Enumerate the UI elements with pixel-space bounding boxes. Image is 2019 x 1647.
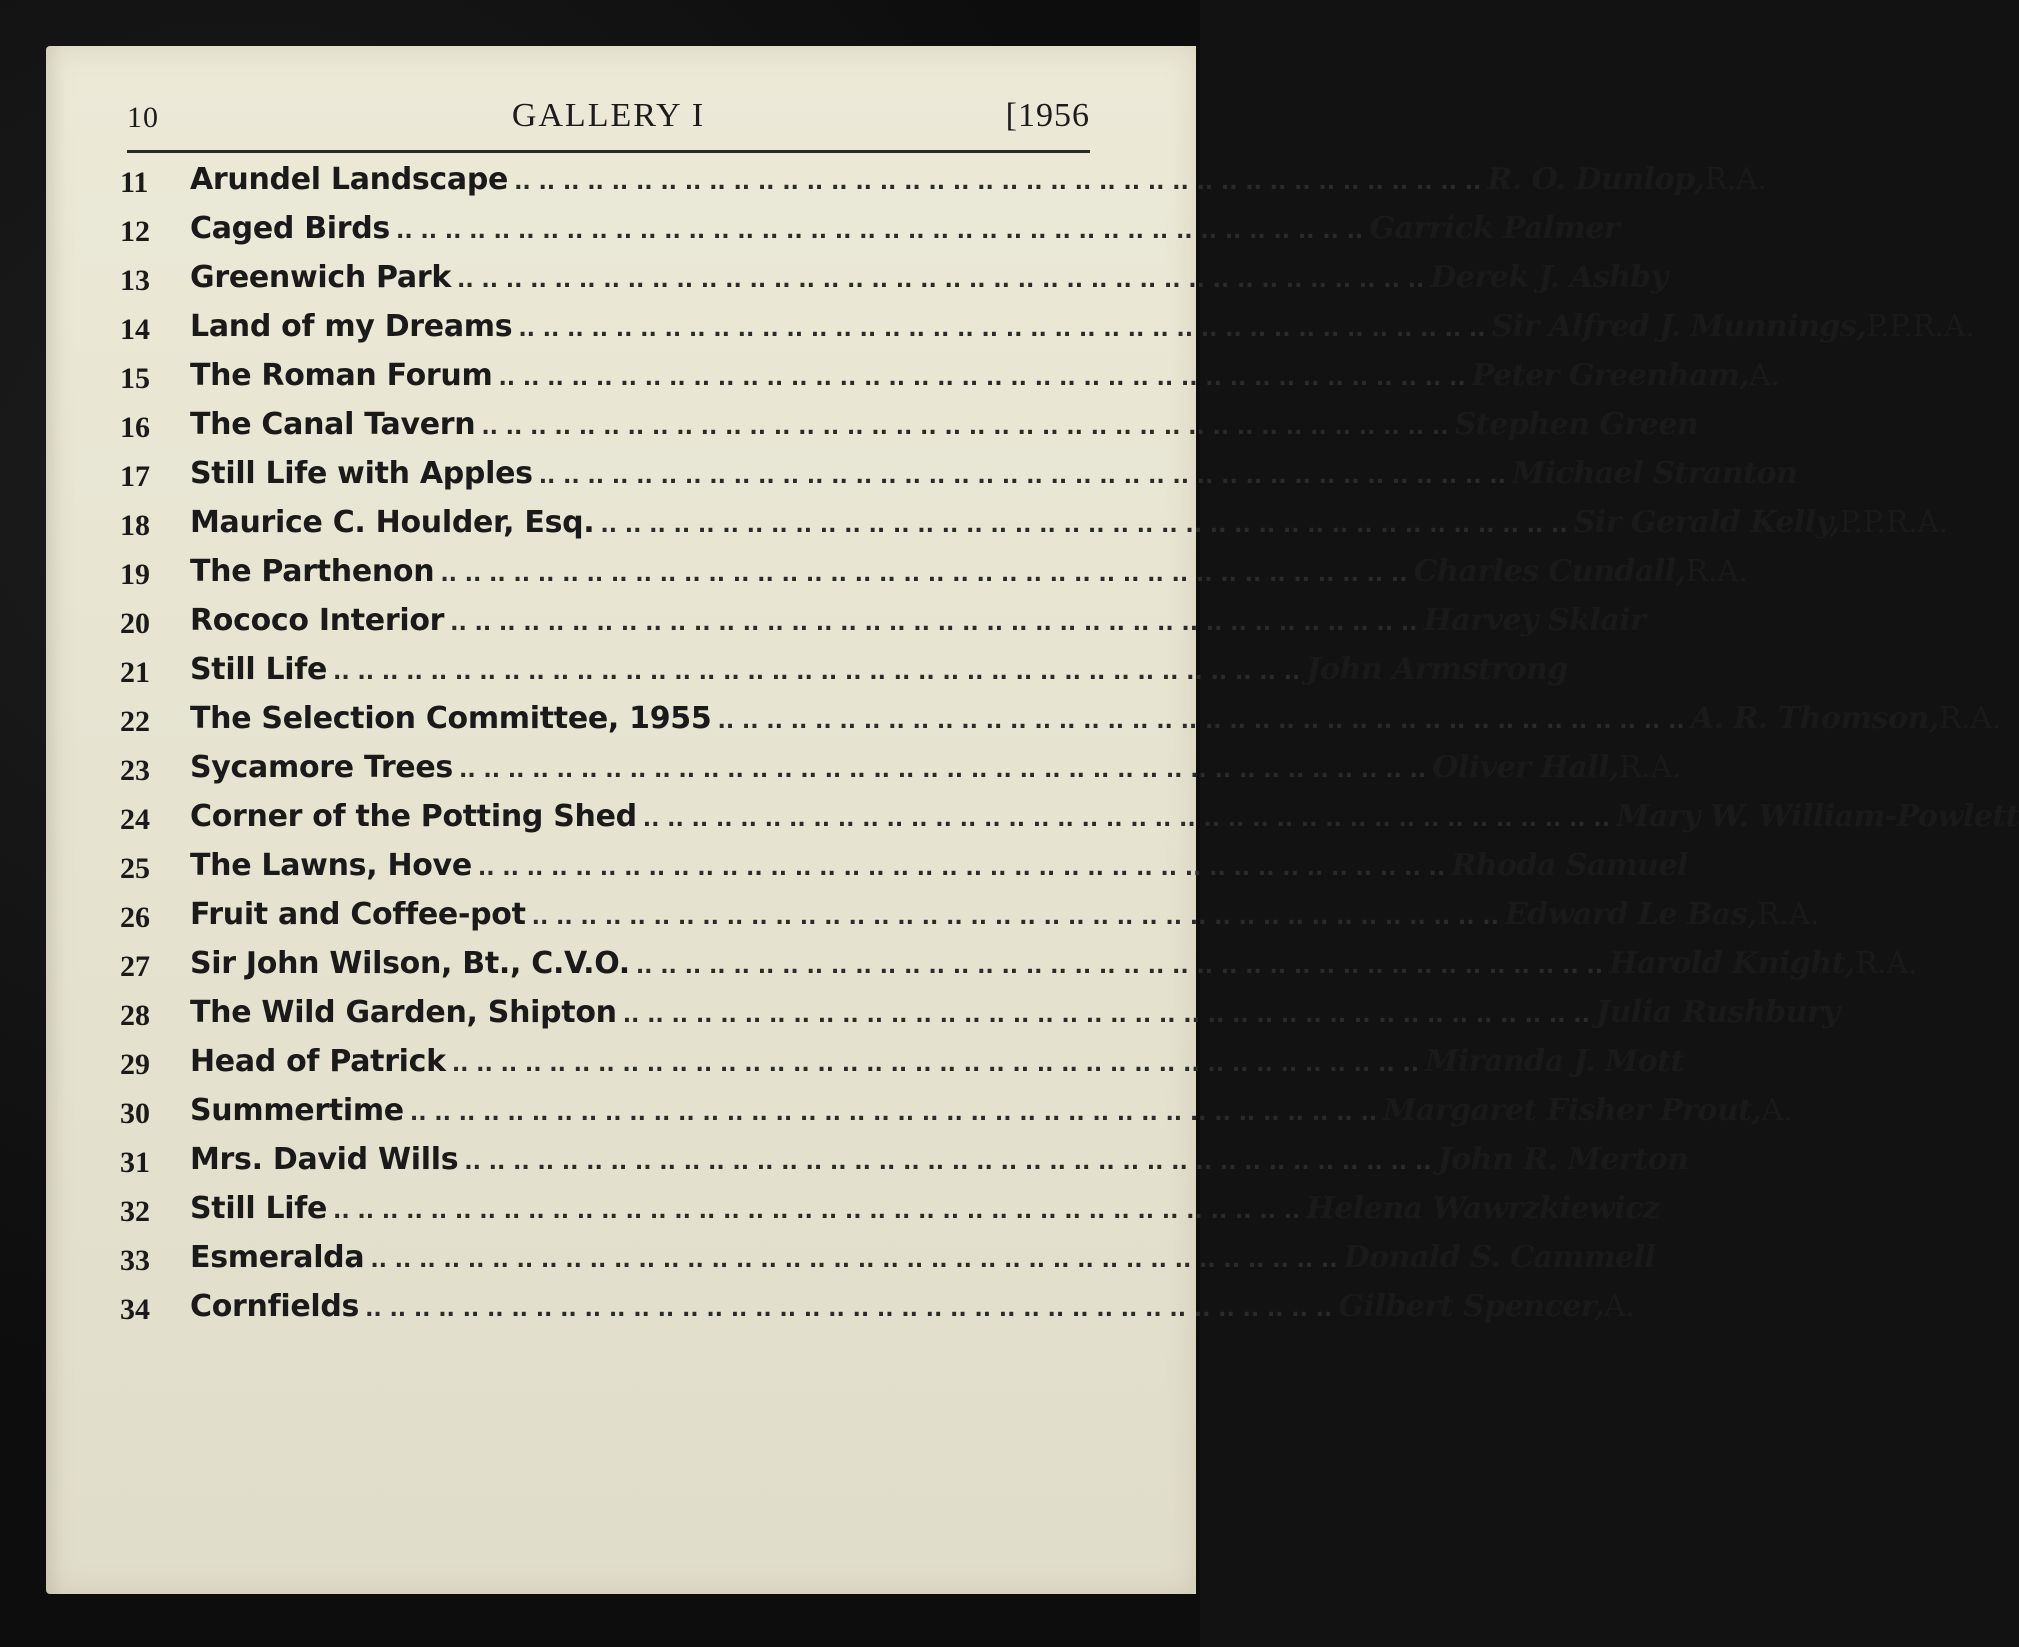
artist-name: Harold Knight, (1609, 946, 1855, 981)
dot-leader: .. .. .. .. .. .. .. .. .. .. .. .. .. .. .. .. .. .. .. .. .. .. .. .. .. .. .. .. .. .. .. .. .. .. .. .. .. .. .. .. (333, 660, 1301, 685)
artist-distinction: R.A. (1757, 897, 1820, 932)
entry-number: 29 (120, 1048, 150, 1081)
catalogue-entry (120, 550, 1748, 599)
entry-number: 34 (120, 1293, 150, 1326)
entry-line (190, 505, 1948, 540)
entry-line (190, 358, 1780, 393)
artist-name: Charles Cundall, (1413, 554, 1686, 589)
catalogue-entry (120, 1089, 1793, 1138)
artist-distinction: P.P.R.A. (1839, 505, 1948, 540)
work-title: The Roman Forum (190, 358, 493, 393)
entry-number: 33 (120, 1244, 150, 1277)
artist-name: R. O. Dunlop, (1487, 162, 1705, 197)
entry-number: 15 (120, 362, 150, 395)
catalogue-entry (120, 403, 1699, 452)
artist-name: Derek J. Ashby (1430, 260, 1668, 295)
gallery-title: GALLERY I (511, 97, 706, 134)
year-label: [1956 (1005, 97, 1090, 134)
artist-distinction: R.A. (1619, 750, 1682, 785)
entry-line (190, 211, 1620, 246)
entry-number: 14 (120, 313, 150, 346)
catalogue-entry (120, 648, 1568, 697)
artist-name: Sir Gerald Kelly, (1573, 505, 1840, 540)
dot-leader: .. .. .. .. .. .. .. .. .. .. .. .. .. .. .. .. .. .. .. .. .. .. .. .. .. .. .. .. .. .. .. .. .. .. .. .. .. .. .. .. (451, 1052, 1420, 1077)
page-header (127, 95, 1090, 145)
dot-leader: .. .. .. .. .. .. .. .. .. .. .. .. .. .. .. .. .. .. .. .. .. .. .. .. .. .. .. .. .. .. .. .. .. .. .. .. .. .. .. .. (498, 366, 1466, 391)
artist-distinction: A. (1603, 1289, 1635, 1324)
artist-name: Edward Le Bas, (1504, 897, 1758, 932)
artist-distinction: R.A. (1854, 946, 1918, 981)
catalogue-entry (120, 991, 1840, 1040)
dot-leader: .. .. .. .. .. .. .. .. .. .. .. .. .. .. .. .. .. .. .. .. .. .. .. .. .. .. .. .. .. .. .. .. .. .. .. .. .. .. .. .. (409, 1101, 1378, 1126)
work-title: Land of my Dreams (190, 309, 513, 344)
dot-leader: .. .. .. .. .. .. .. .. .. .. .. .. .. .. .. .. .. .. .. .. .. .. .. .. .. .. .. .. .. .. .. .. .. .. .. .. .. .. .. .. (450, 611, 1418, 636)
artist-name: Gilbert Spencer, (1338, 1289, 1604, 1324)
entry-number: 19 (120, 558, 150, 591)
work-title: Head of Patrick (190, 1044, 446, 1079)
work-title: Arundel Landscape (190, 162, 509, 197)
work-title: Cornfields (190, 1289, 360, 1324)
work-title: Rococo Interior (190, 603, 445, 638)
work-title: Greenwich Park (190, 260, 452, 295)
dot-leader: .. .. .. .. .. .. .. .. .. .. .. .. .. .. .. .. .. .. .. .. .. .. .. .. .. .. .. .. .. .. .. .. .. .. .. .. .. .. .. .. (622, 1003, 1591, 1028)
entry-number: 27 (120, 950, 150, 983)
catalogue-entry (120, 256, 1668, 305)
page-number: 10 (127, 101, 159, 134)
entry-line (190, 1240, 1656, 1275)
artist-name: Stephen Green (1454, 407, 1699, 442)
entry-line (190, 1044, 1684, 1079)
catalogue-entry (120, 207, 1620, 256)
artist-name: A. R. Thomson, (1690, 701, 1939, 736)
artist-distinction: R.A. (1704, 162, 1767, 197)
dot-leader: .. .. .. .. .. .. .. .. .. .. .. .. .. .. .. .. .. .. .. .. .. .. .. .. .. .. .. .. .. .. .. .. .. .. .. .. .. .. .. .. (333, 1199, 1301, 1224)
dot-leader: .. .. .. .. .. .. .. .. .. .. .. .. .. .. .. .. .. .. .. .. .. .. .. .. .. .. .. .. .. .. .. .. .. .. .. .. .. .. .. .. (477, 856, 1446, 881)
artist-distinction: A. (1761, 1093, 1793, 1128)
entry-line (190, 946, 1918, 981)
entry-number: 16 (120, 411, 150, 444)
entry-number: 23 (120, 754, 150, 787)
entry-line (190, 554, 1748, 589)
work-title: Corner of the Potting Shed (190, 799, 637, 834)
artist-name: Michael Stranton (1512, 456, 1798, 491)
entry-line (190, 603, 1646, 638)
dot-leader: .. .. .. .. .. .. .. .. .. .. .. .. .. .. .. .. .. .. .. .. .. .. .. .. .. .. .. .. .. .. .. .. .. .. .. .. .. .. .. .. (440, 562, 1408, 587)
dot-leader: .. .. .. .. .. .. .. .. .. .. .. .. .. .. .. .. .. .. .. .. .. .. .. .. .. .. .. .. .. .. .. .. .. .. .. .. .. .. .. .. (518, 317, 1486, 342)
catalogue-entry (120, 1187, 1660, 1236)
entry-number: 17 (120, 460, 150, 493)
artist-name: John Armstrong (1306, 652, 1568, 687)
entry-line (190, 897, 1820, 932)
artist-name: Rhoda Samuel (1451, 848, 1688, 883)
entry-line (190, 162, 1767, 197)
catalogue-entry (120, 942, 1918, 991)
catalogue-entry (120, 795, 2019, 844)
entry-number: 31 (120, 1146, 150, 1179)
dot-leader: .. .. .. .. .. .. .. .. .. .. .. .. .. .. .. .. .. .. .. .. .. .. .. .. .. .. .. .. .. .. .. .. .. .. .. .. .. .. .. .. (717, 709, 1685, 734)
header-rule (127, 150, 1090, 153)
entry-line (190, 260, 1668, 295)
artist-name: Peter Greenham, (1471, 358, 1750, 393)
entry-number: 12 (120, 215, 150, 248)
artist-name: Margaret Fisher Prout, (1383, 1093, 1762, 1128)
work-title: The Canal Tavern (190, 407, 476, 442)
catalogue-entry (120, 305, 1975, 354)
dot-leader: .. .. .. .. .. .. .. .. .. .. .. .. .. .. .. .. .. .. .. .. .. .. .. .. .. .. .. .. .. .. .. .. .. .. .. .. .. .. .. .. (538, 464, 1506, 489)
entry-number: 30 (120, 1097, 150, 1130)
entry-number: 22 (120, 705, 150, 738)
entry-line (190, 456, 1798, 491)
entry-number: 28 (120, 999, 150, 1032)
work-title: Mrs. David Wills (190, 1142, 459, 1177)
catalogue-entry (120, 1040, 1684, 1089)
work-title: Still Life (190, 1191, 328, 1226)
dot-leader: .. .. .. .. .. .. .. .. .. .. .. .. .. .. .. .. .. .. .. .. .. .. .. .. .. .. .. .. .. .. .. .. .. .. .. .. .. .. .. .. (464, 1150, 1432, 1175)
work-title: Sycamore Trees (190, 750, 453, 785)
catalogue-entry (120, 501, 1948, 550)
artist-distinction: A. (1749, 358, 1780, 393)
dot-leader: .. .. .. .. .. .. .. .. .. .. .. .. .. .. .. .. .. .. .. .. .. .. .. .. .. .. .. .. .. .. .. .. .. .. .. .. .. .. .. .. (481, 415, 1449, 440)
work-title: Caged Birds (190, 211, 390, 246)
work-title: Summertime (190, 1093, 404, 1128)
entry-number: 32 (120, 1195, 150, 1228)
work-title: The Lawns, Hove (190, 848, 472, 883)
entry-line (190, 1142, 1689, 1177)
catalogue-entry (120, 452, 1798, 501)
work-title: The Selection Committee, 1955 (190, 701, 712, 736)
catalogue-entry (120, 746, 1682, 795)
entry-line (190, 995, 1840, 1030)
catalogue-entry (120, 1236, 1656, 1285)
dot-leader: .. .. .. .. .. .. .. .. .. .. .. .. .. .. .. .. .. .. .. .. .. .. .. .. .. .. .. .. .. .. .. .. .. .. .. .. .. .. .. .. (514, 170, 1482, 195)
entry-number: 25 (120, 852, 150, 885)
catalogue-entry (120, 158, 1767, 207)
artist-distinction: R.A. (1685, 554, 1748, 589)
artist-name: Julia Rushbury (1596, 995, 1840, 1030)
dot-leader: .. .. .. .. .. .. .. .. .. .. .. .. .. .. .. .. .. .. .. .. .. .. .. .. .. .. .. .. .. .. .. .. .. .. .. .. .. .. .. .. (642, 807, 1611, 832)
catalogue-entry (120, 1138, 1689, 1187)
dot-leader: .. .. .. .. .. .. .. .. .. .. .. .. .. .. .. .. .. .. .. .. .. .. .. .. .. .. .. .. .. .. .. .. .. .. .. .. .. .. .. .. (531, 905, 1499, 930)
entry-line (190, 407, 1699, 442)
catalogue-entry (120, 599, 1646, 648)
artist-name: Donald S. Cammell (1343, 1240, 1656, 1275)
entry-number: 20 (120, 607, 150, 640)
artist-name: Oliver Hall, (1432, 750, 1619, 785)
catalogue-entry (120, 844, 1688, 893)
artist-name: Mary W. William-Powlett (1616, 799, 2019, 834)
entry-line (190, 1289, 1635, 1324)
work-title: Maurice C. Houlder, Esq. (190, 505, 595, 540)
entry-number: 21 (120, 656, 150, 689)
entry-line (190, 652, 1568, 687)
entry-number: 13 (120, 264, 150, 297)
catalogue-entry (120, 893, 1820, 942)
entry-line (190, 701, 2001, 736)
dot-leader: .. .. .. .. .. .. .. .. .. .. .. .. .. .. .. .. .. .. .. .. .. .. .. .. .. .. .. .. .. .. .. .. .. .. .. .. .. .. .. .. (458, 758, 1427, 783)
dot-leader: .. .. .. .. .. .. .. .. .. .. .. .. .. .. .. .. .. .. .. .. .. .. .. .. .. .. .. .. .. .. .. .. .. .. .. .. .. .. .. .. (395, 219, 1364, 244)
dot-leader: .. .. .. .. .. .. .. .. .. .. .. .. .. .. .. .. .. .. .. .. .. .. .. .. .. .. .. .. .. .. .. .. .. .. .. .. .. .. .. .. (635, 954, 1604, 979)
artist-name: John R. Merton (1437, 1142, 1689, 1177)
entry-line (190, 309, 1975, 344)
entry-line (190, 1093, 1793, 1128)
entry-number: 18 (120, 509, 150, 542)
artist-name: Garrick Palmer (1369, 211, 1620, 246)
catalogue-entry (120, 354, 1780, 403)
work-title: Still Life with Apples (190, 456, 533, 491)
entry-number: 26 (120, 901, 150, 934)
dot-leader: .. .. .. .. .. .. .. .. .. .. .. .. .. .. .. .. .. .. .. .. .. .. .. .. .. .. .. .. .. .. .. .. .. .. .. .. .. .. .. .. (457, 268, 1425, 293)
work-title: The Wild Garden, Shipton (190, 995, 617, 1030)
artist-name: Helena Wawrzkiewicz (1306, 1191, 1660, 1226)
entry-line (190, 848, 1688, 883)
work-title: Sir John Wilson, Bt., C.V.O. (190, 946, 630, 981)
work-title: Fruit and Coffee-pot (190, 897, 526, 932)
dot-leader: .. .. .. .. .. .. .. .. .. .. .. .. .. .. .. .. .. .. .. .. .. .. .. .. .. .. .. .. .. .. .. .. .. .. .. .. .. .. .. .. (600, 513, 1568, 538)
catalogue-entry (120, 697, 2001, 746)
artist-distinction: P.P.R.A. (1866, 309, 1975, 344)
work-title: The Parthenon (190, 554, 435, 589)
entry-line (190, 750, 1682, 785)
dot-leader: .. .. .. .. .. .. .. .. .. .. .. .. .. .. .. .. .. .. .. .. .. .. .. .. .. .. .. .. .. .. .. .. .. .. .. .. .. .. .. .. (370, 1248, 1338, 1273)
entry-line (190, 799, 2019, 834)
work-title: Esmeralda (190, 1240, 365, 1275)
work-title: Still Life (190, 652, 328, 687)
artist-name: Miranda J. Mott (1425, 1044, 1684, 1079)
artist-name: Harvey Sklair (1423, 603, 1646, 638)
catalogue-list (120, 158, 2019, 1334)
artist-name: Sir Alfred J. Munnings, (1491, 309, 1867, 344)
catalogue-entry (120, 1285, 1635, 1334)
entry-line (190, 1191, 1660, 1226)
artist-distinction: R.A. (1938, 701, 2001, 736)
entry-number: 11 (120, 166, 149, 199)
dot-leader: .. .. .. .. .. .. .. .. .. .. .. .. .. .. .. .. .. .. .. .. .. .. .. .. .. .. .. .. .. .. .. .. .. .. .. .. .. .. .. .. (365, 1297, 1333, 1322)
entry-number: 24 (120, 803, 150, 836)
